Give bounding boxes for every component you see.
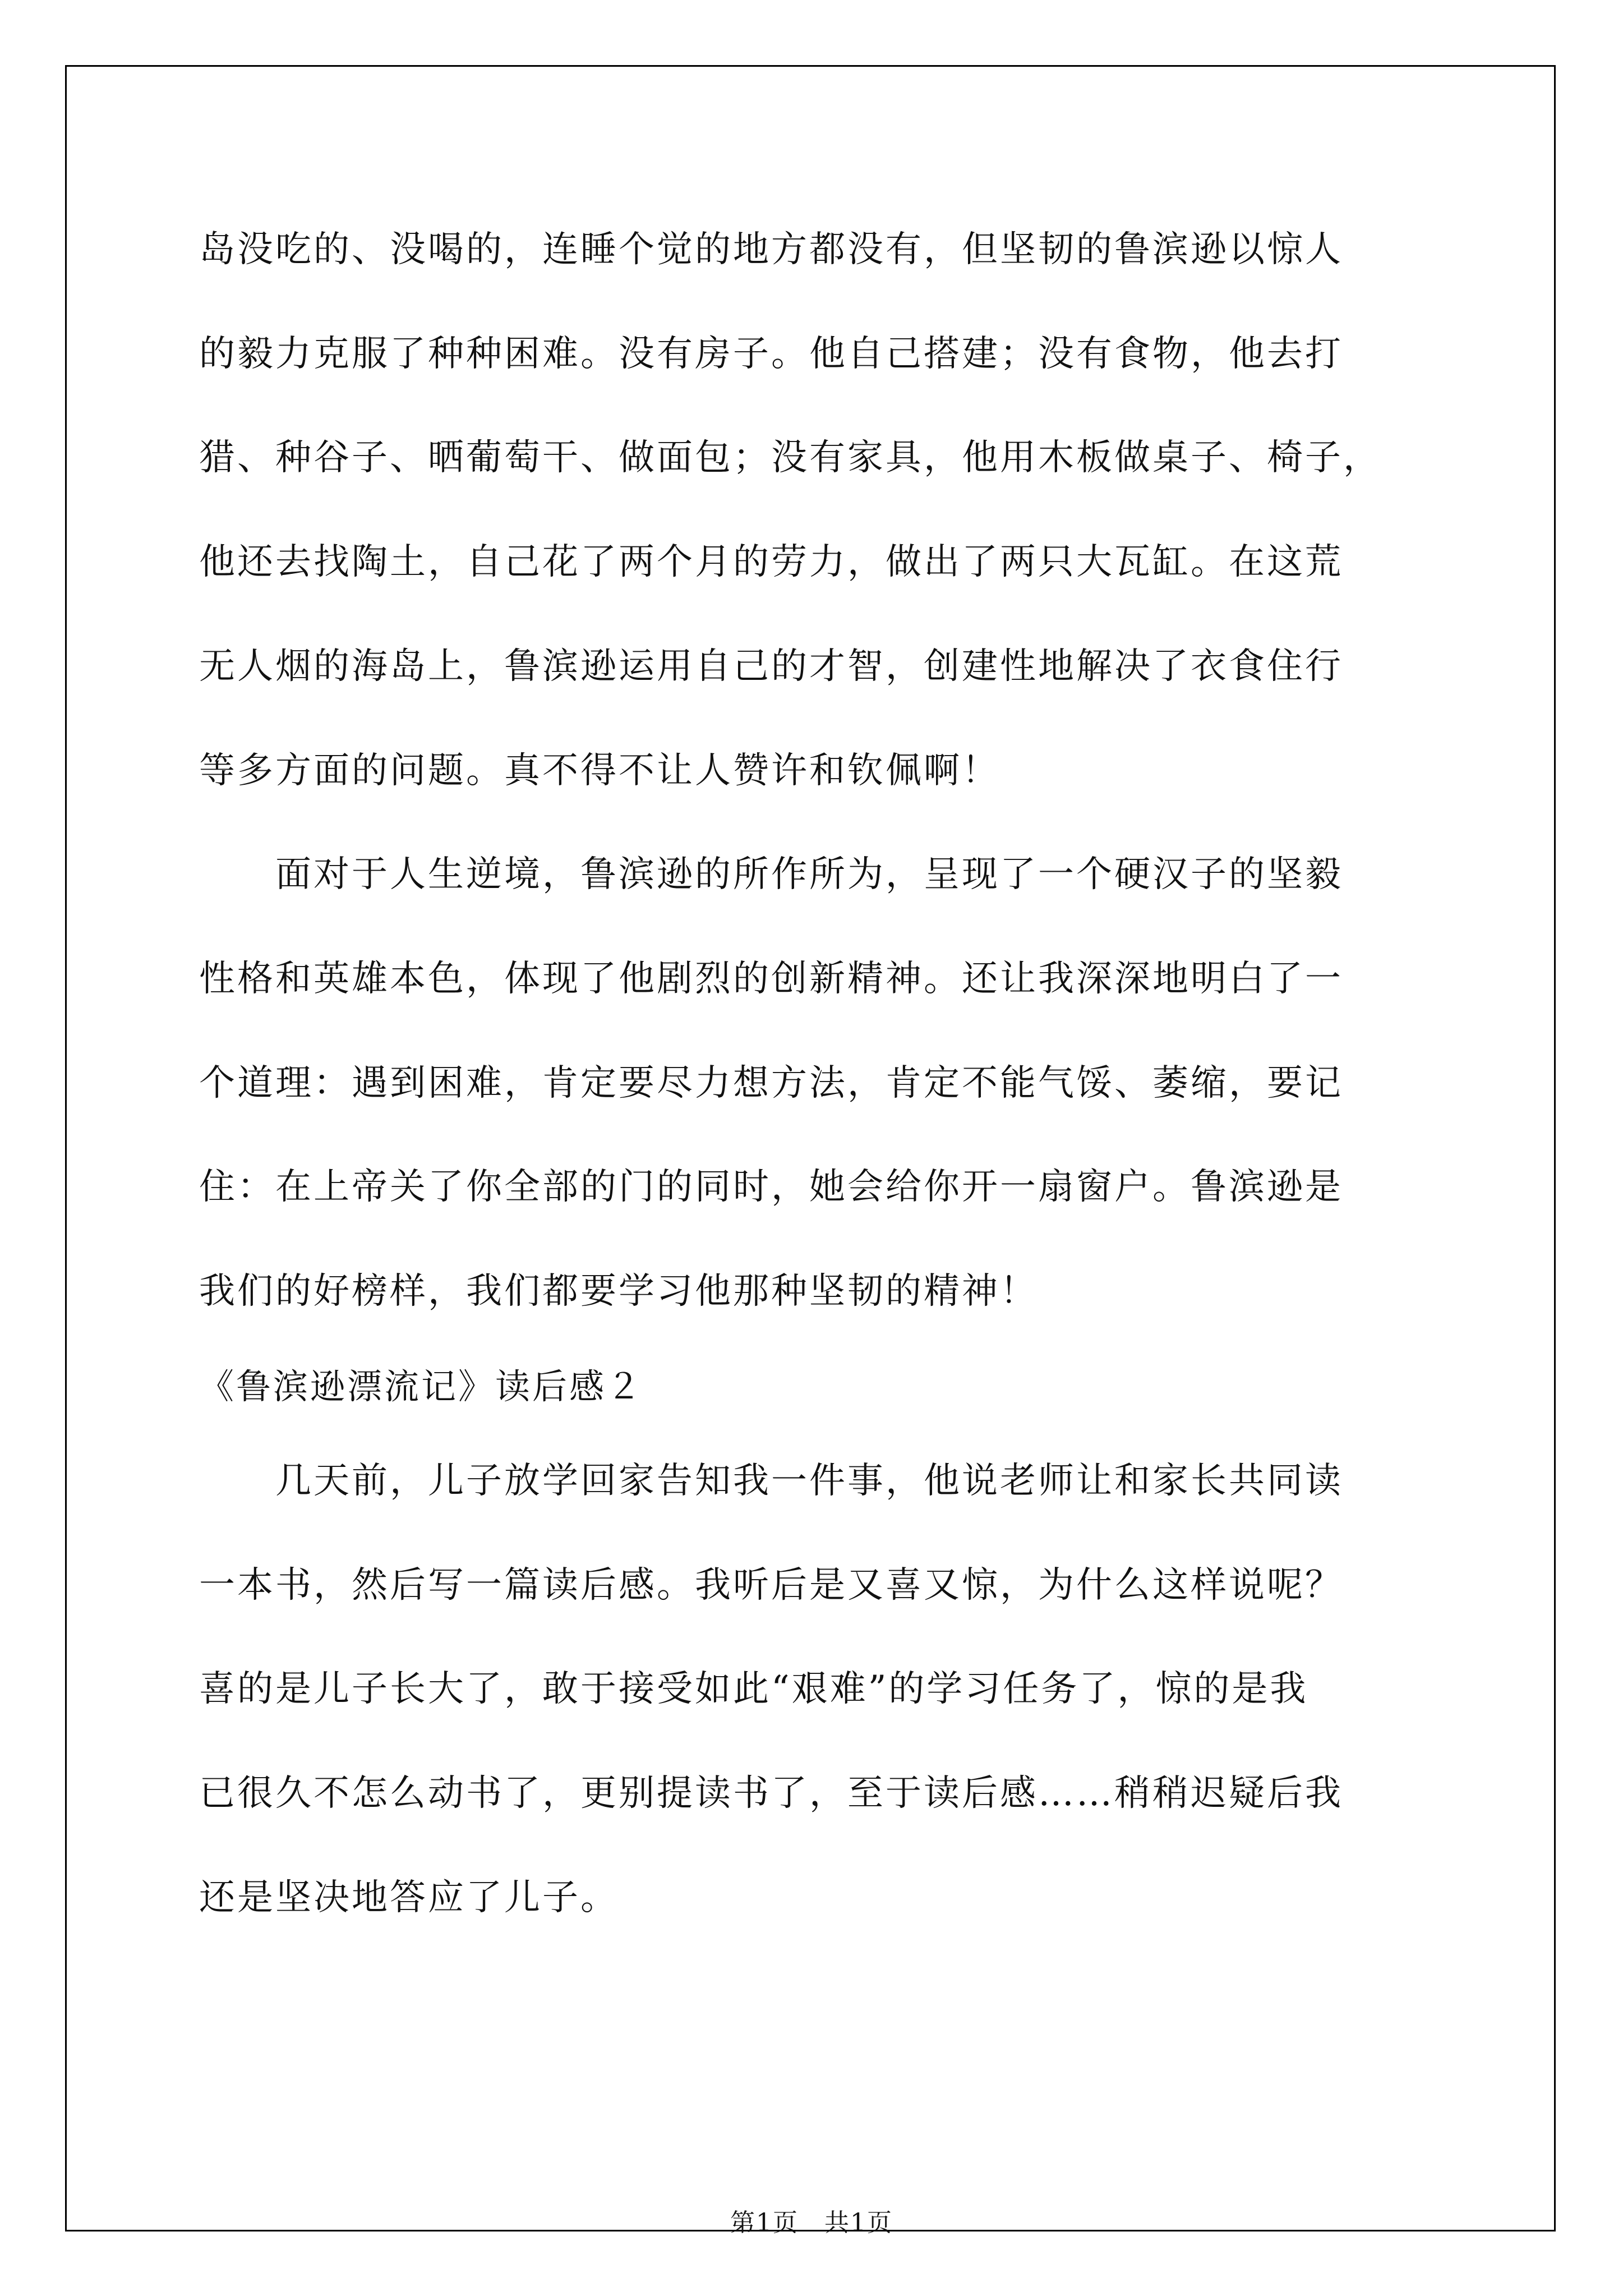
- text-line: 一本书，然后写一篇读后感。我听后是又喜又惊，为什么这样说呢？: [199, 1565, 1343, 1606]
- text-line: 他还去找陶土，自己花了两个月的劳力，做出了两只大瓦缸。在这荒: [199, 541, 1343, 583]
- text-line: 岛没吃的、没喝的，连睡个觉的地方都没有，但坚韧的鲁滨逊以惊人: [199, 229, 1343, 270]
- text-line: 猎、种谷子、晒葡萄干、做面包；没有家具，他用木板做桌子、椅子，: [199, 437, 1381, 478]
- page-footer: 第1页 共1页: [730, 2208, 893, 2237]
- text-line: 性格和英雄本色，体现了他剧烈的创新精神。还让我深深地明白了一: [199, 958, 1343, 1000]
- paragraph-start-line: 面对于人生逆境，鲁滨逊的所作所为，呈现了一个硬汉子的坚毅: [199, 854, 1343, 895]
- section-heading: 《鲁滨逊漂流记》读后感２: [199, 1366, 644, 1407]
- text-line: 的毅力克服了种种困难。没有房子。他自己搭建；没有食物，他去打: [199, 333, 1343, 375]
- text-line: 无人烟的海岛上，鲁滨逊运用自己的才智，创建性地解决了衣食住行: [199, 646, 1343, 687]
- text-line: 个道理：遇到困难，肯定要尽力想方法，肯定不能气馁、萎缩，要记: [199, 1062, 1343, 1104]
- text-line: 喜的是儿子长大了，敢于接受如此“艰难”的学习任务了，惊的是我: [199, 1668, 1308, 1710]
- paragraph-start-line: 几天前，儿子放学回家告知我一件事，他说老师让和家长共同读: [199, 1460, 1343, 1502]
- text-line: 等多方面的问题。真不得不让人赞许和钦佩啊！: [199, 750, 1000, 792]
- text-line: 我们的好榜样，我们都要学习他那种坚韧的精神！: [199, 1271, 1038, 1312]
- text-line: 还是坚决地答应了儿子。: [199, 1877, 619, 1918]
- text-line: 已很久不怎么动书了，更别提读书了，至于读后感……稍稍迟疑后我: [199, 1773, 1343, 1814]
- text-line: 住：在上帝关了你全部的门的同时，她会给你开一扇窗户。鲁滨逊是: [199, 1166, 1343, 1208]
